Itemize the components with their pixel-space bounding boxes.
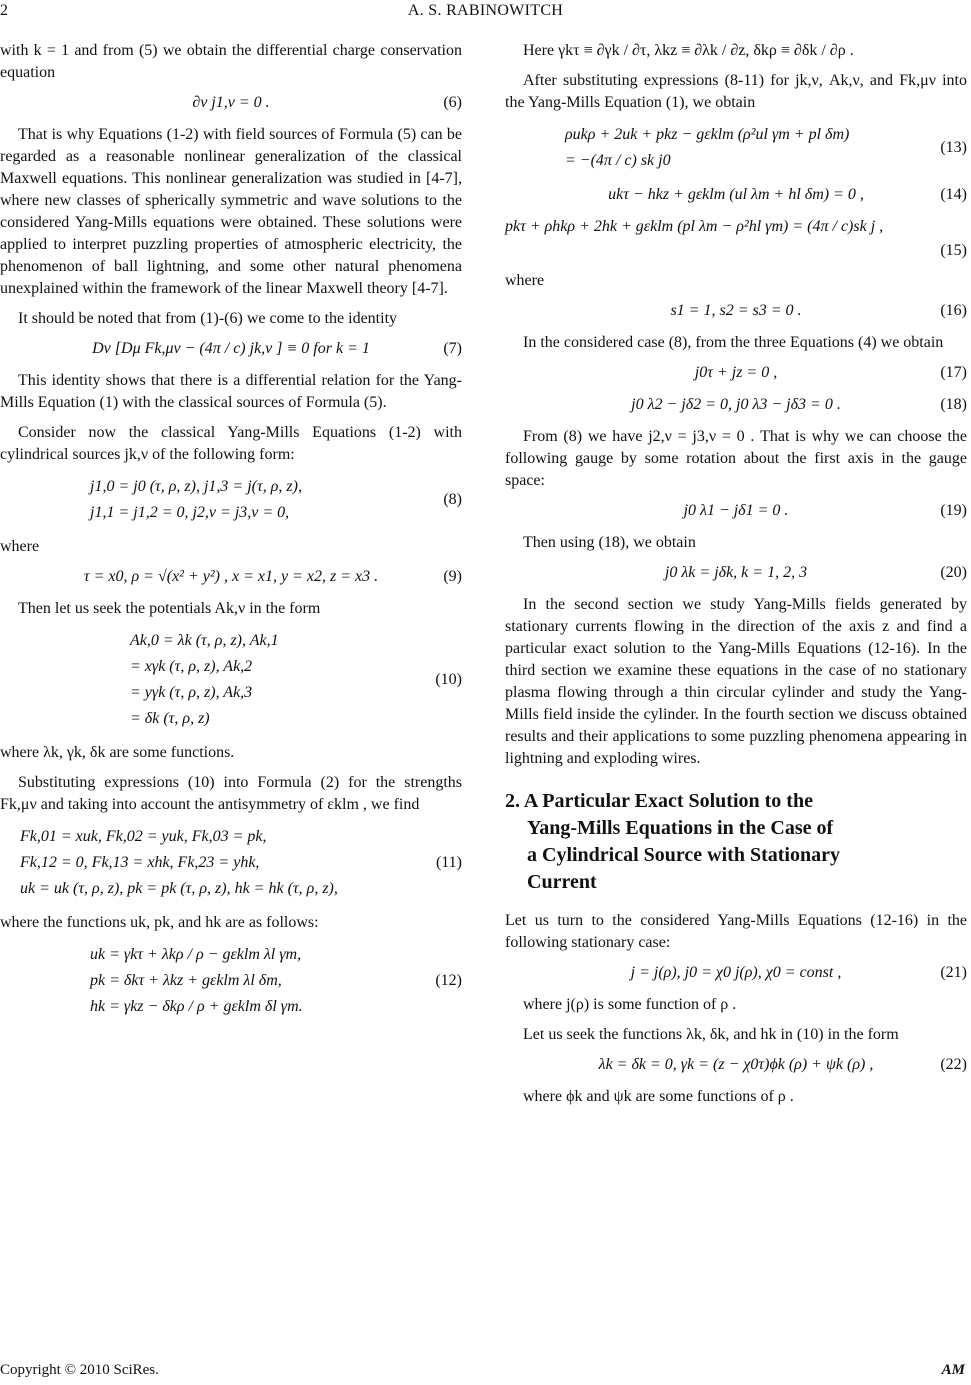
paragraph: with k = 1 and from (5) we obtain the differential charge conservation equation [0,42,462,81]
paragraph: where λk, γk, δk are some functions. [0,744,235,761]
equation-21: j = j(ρ), j0 = χ0 j(ρ), χ0 = const , (21) [630,964,967,981]
equation-22: λk = δk = 0, γk = (z − χ0τ)ϕk (ρ) + ψk (ρ) , (22) [598,1056,967,1073]
equation-13: ρukρ + 2uk + pkz − gεklm (ρ²ul γm + pl δm) = −(4π / c) sk j0 (13) [565,126,967,169]
paragraph: where [505,272,545,289]
equation-15: pkτ + ρhkρ + 2hk + gεklm (pl λm − ρ²hl γm) = (4π / c)sk j , (15) [505,218,967,259]
paragraph: Here γkτ ≡ ∂γk / ∂τ, λkz ≡ ∂λk / ∂z, δkρ ≡ ∂δk / ∂ρ . [523,42,854,59]
paragraph: Then using (18), we obtain [523,534,696,551]
paragraph: Let us turn to the considered Yang-Mills Equations (12-16) in the following stationary case: [505,912,967,951]
right-column [505,40,967,1116]
section-heading: 2. A Particular Exact Solution to the Yang-Mills Equations in the Case of a Cylindrical Source with Stationary Current [505,790,840,893]
equation-9: τ = x0, ρ = √(x² + y²) , x = x1, y = x2, z = x3 . (9) [83,568,462,585]
equation-7: Dν [Dμ Fk,μν − (4π / c) jk,ν ] ≡ 0 for k = 1 (7) [92,340,462,357]
paragraph: That is why Equations (1-2) with field sources of Formula (5) can be regarded as a reasonable nonlinear generalization of the classical Maxwell equations. This nonlinear generalization was studied in [4-7], where new classes of spherically symmetric and wave solutions to the considered Yang-Mills equations were obtained. These solutions were applied to interpret puzzling properties of atmospheric electricity, the phenomenon of ball lightning, and some other natural phenomena unexplained within the framework of the linear Maxwell theory [4-7]. [0,126,462,297]
equation-17: j0τ + jz = 0 , (17) [694,364,967,381]
paragraph: where the functions uk, pk, and hk are as follows: [0,914,319,931]
left-column [0,40,462,1030]
paragraph: where j(ρ) is some function of ρ . [523,996,737,1013]
paragraph: In the considered case (8), from the three Equations (4) we obtain [523,334,944,351]
paragraph: After substituting expressions (8-11) for jk,ν, Ak,ν, and Fk,μν into the Yang-Mills Equation (1), we obtain [505,72,967,111]
equation-20: j0 λk = jδk, k = 1, 2, 3 (20) [664,564,967,581]
paragraph: In the second section we study Yang-Mills fields generated by stationary currents flowing in the direction of the axis z and find a particular exact solution to the Yang-Mills Equations (12-16). In the third section we examine these equations in the case of no stationary plasma flowing through a thin circular cylinder and study the Yang-Mills field inside the cylinder. In the fourth section we discuss obtained results and their applications to some puzzling phenomena appearing in lightning and exploding wires. [505,596,967,767]
paragraph: Then let us seek the potentials Ak,ν in the form [18,600,321,617]
journal-abbrev: AM [941,1362,965,1378]
paragraph: Substituting expressions (10) into Formula (2) for the strengths Fk,μν and taking into account the antisymmetry of εklm , we find [0,774,462,813]
equation-12: uk = γkτ + λkρ / ρ − gεklm λl γm, pk = δkτ + λkz + gεklm λl δm, hk = γkz − δkρ / ρ + gεklm δl γm. (12) [90,946,462,1015]
paragraph: It should be noted that from (1)-(6) we come to the identity [18,310,398,327]
paragraph: From (8) we have j2,ν = j3,ν = 0 . That is why we can choose the following gauge by some rotation about the first axis in the gauge space: [505,428,967,489]
copyright: Copyright © 2010 SciRes. [0,1362,159,1378]
equation-14: ukτ − hkz + gεklm (ul λm + hl δm) = 0 , (14) [608,186,967,203]
equation-10: Ak,0 = λk (τ, ρ, z), Ak,1 = xγk (τ, ρ, z), Ak,2 = yγk (τ, ρ, z), Ak,3 = δk (τ, ρ, z) (10) [130,632,462,727]
paragraph: Consider now the classical Yang-Mills Equations (1-2) with cylindrical sources jk,ν of the following form: [0,424,462,463]
paragraph: This identity shows that there is a differential relation for the Yang-Mills Equation (1) with the classical sources of Formula (5). [0,372,462,411]
running-title: A. S. RABINOWITCH [407,2,564,19]
paragraph: where [0,538,40,555]
paragraph: where ϕk and ψk are some functions of ρ . [523,1088,794,1105]
equation-6: ∂ν j1,ν = 0 . (6) [192,94,462,111]
equation-19: j0 λ1 − jδ1 = 0 . (19) [683,502,967,519]
paragraph: Let us seek the functions λk, δk, and hk in (10) in the form [523,1026,899,1043]
page-number: 2 [0,2,8,19]
equation-18: j0 λ2 − jδ2 = 0, j0 λ3 − jδ3 = 0 . (18) [631,396,967,413]
equation-11: Fk,01 = xuk, Fk,02 = yuk, Fk,03 = pk, Fk,12 = 0, Fk,13 = xhk, Fk,23 = yhk, uk = uk (τ, ρ, z), pk = pk (τ, ρ, z), hk = hk (τ, ρ, z), (11) [20,828,462,897]
equation-8: j1,0 = j0 (τ, ρ, z), j1,3 = j(τ, ρ, z), j1,1 = j1,2 = 0, j2,ν = j3,ν = 0, (8) [90,478,462,521]
equation-16: s1 = 1, s2 = s3 = 0 . (16) [670,302,967,319]
